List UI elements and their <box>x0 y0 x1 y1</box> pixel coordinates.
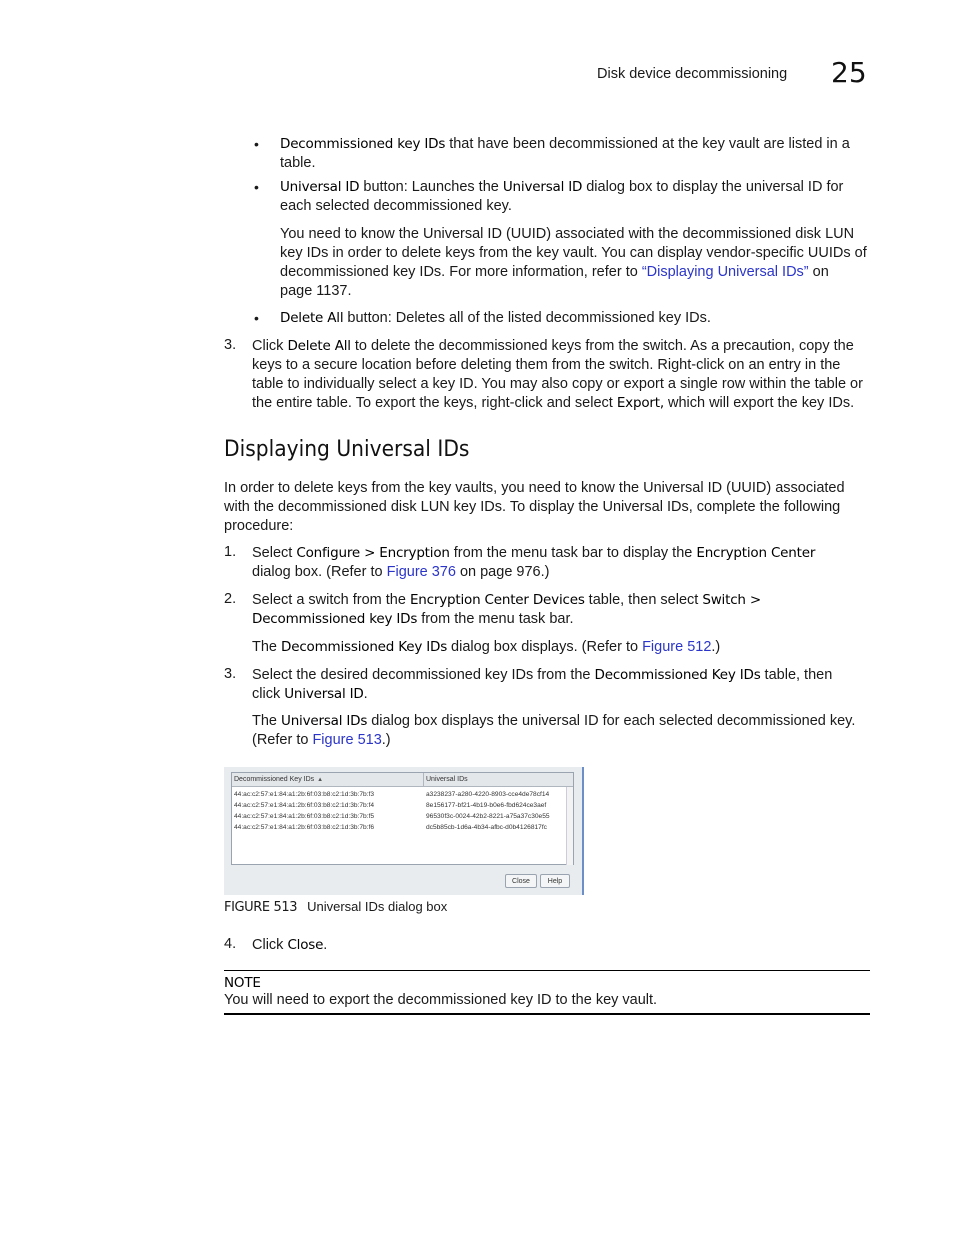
bullet-universal-id: Universal ID button: Launches the Universal ID dialog box to display the universal ID for each selected decommissioned key. <box>280 179 844 214</box>
close-button[interactable]: Close <box>505 874 537 888</box>
link-displaying-universal-ids[interactable]: “Displaying Universal IDs” <box>641 264 809 280</box>
column-header-decommissioned-key-ids[interactable]: Decommissioned Key IDs ▲ <box>232 773 424 787</box>
step-number: 3. <box>224 666 237 682</box>
step-4: Click Close. <box>252 937 328 953</box>
chapter-number: 25 <box>831 56 867 89</box>
note-text: You will need to export the decommissioned key ID to the key vault. <box>224 992 658 1008</box>
section-intro: In order to delete keys from the key vaults, you need to know the Universal ID (UUID) associated with the decommissioned disk LUN key IDs. To display the Universal IDs, complete the following procedure: <box>224 480 845 534</box>
step-number: 2. <box>224 591 237 607</box>
bullet-icon: • <box>254 179 259 195</box>
link-figure-376[interactable]: Figure 376 <box>386 564 456 580</box>
figure-label: FIGURE 513 <box>224 900 298 915</box>
bullet-delete-all: Delete All button: Deletes all of the listed decommissioned key IDs. <box>280 310 711 326</box>
step-2-result: The Decommissioned Key IDs dialog box displays. (Refer to Figure 512.) <box>252 639 721 655</box>
figure-caption <box>224 899 447 915</box>
bullet-icon: • <box>254 310 259 326</box>
help-button[interactable]: Help <box>540 874 570 888</box>
step-3-result: The Universal IDs dialog box displays the universal ID for each selected decommissioned key. (Refer to Figure 513.) <box>252 713 856 748</box>
header-title: Disk device decommissioning <box>597 66 788 82</box>
table-row[interactable]: 44:ac:c2:57:e1:84:a1:2b:6f:03:b8:c2:1d:3b:7b:f5 96530f3c-0024-42b2-8221-a75a37c30e55 <box>234 813 550 820</box>
universal-id-explanation: You need to know the Universal ID (UUID) associated with the decommissioned disk LUN key IDs in order to delete keys from the key vault. You can display vendor-specific UUIDs of decommissioned key IDs. For more information, refer to “Displaying Universal IDs” on page 1137. <box>280 226 867 299</box>
step-number: 3. <box>224 337 237 353</box>
step-number: 4. <box>224 936 237 952</box>
vertical-scrollbar[interactable] <box>566 787 573 865</box>
step-1: Select Configure > Encryption from the menu task bar to display the Encryption Center dialog box. (Refer to Figure 376 on page 976.) <box>252 545 816 580</box>
page-header <box>0 56 954 92</box>
section-heading: Displaying Universal IDs <box>224 437 470 462</box>
link-figure-513[interactable]: Figure 513 <box>312 732 382 748</box>
bullet-decommissioned-key-ids: Decommissioned key IDs that have been decommissioned at the key vault are listed in a table. <box>280 136 850 171</box>
note-label: NOTE <box>224 975 261 991</box>
bullet-icon: • <box>254 136 259 152</box>
table-row[interactable]: 44:ac:c2:57:e1:84:a1:2b:6f:03:b8:c2:1d:3b:7b:f3 a3238237-a280-4220-8903-cce4de78cf14 <box>234 791 550 798</box>
figure-title: Universal IDs dialog box <box>307 899 448 914</box>
step-delete-all: Click Delete All to delete the decommissioned keys from the switch. As a precaution, copy the keys to a secure location before deleting them from the switch. Right-click on an entry in the table to individually select a key ID. You may also copy or export a single row within the table or the entire table. To export the keys, right-click and select Export, which will export the key IDs. <box>252 338 863 411</box>
table-row[interactable]: 44:ac:c2:57:e1:84:a1:2b:6f:03:b8:c2:1d:3b:7b:f6 dc5b85cb-1d6a-4b34-afbc-d0b4126817fc <box>234 824 547 831</box>
step-3: Select the desired decommissioned key IDs from the Decommissioned Key IDs table, then click Universal ID. <box>252 667 833 702</box>
link-figure-512[interactable]: Figure 512 <box>642 639 712 655</box>
sort-ascending-icon: ▲ <box>317 777 324 783</box>
step-2: Select a switch from the Encryption Center Devices table, then select Switch > Decommissioned key IDs from the menu task bar. <box>252 592 761 627</box>
column-header-universal-ids[interactable]: Universal IDs <box>424 773 573 787</box>
note-top-rule <box>224 970 870 971</box>
step-number: 1. <box>224 544 237 560</box>
note-bottom-rule <box>224 1013 870 1015</box>
table-row[interactable]: 44:ac:c2:57:e1:84:a1:2b:6f:03:b8:c2:1d:3b:7b:f4 8e156177-bf21-4b19-b0e6-fbd624ce3aef <box>234 802 547 809</box>
universal-ids-dialog <box>224 767 584 895</box>
universal-ids-table <box>231 772 574 865</box>
